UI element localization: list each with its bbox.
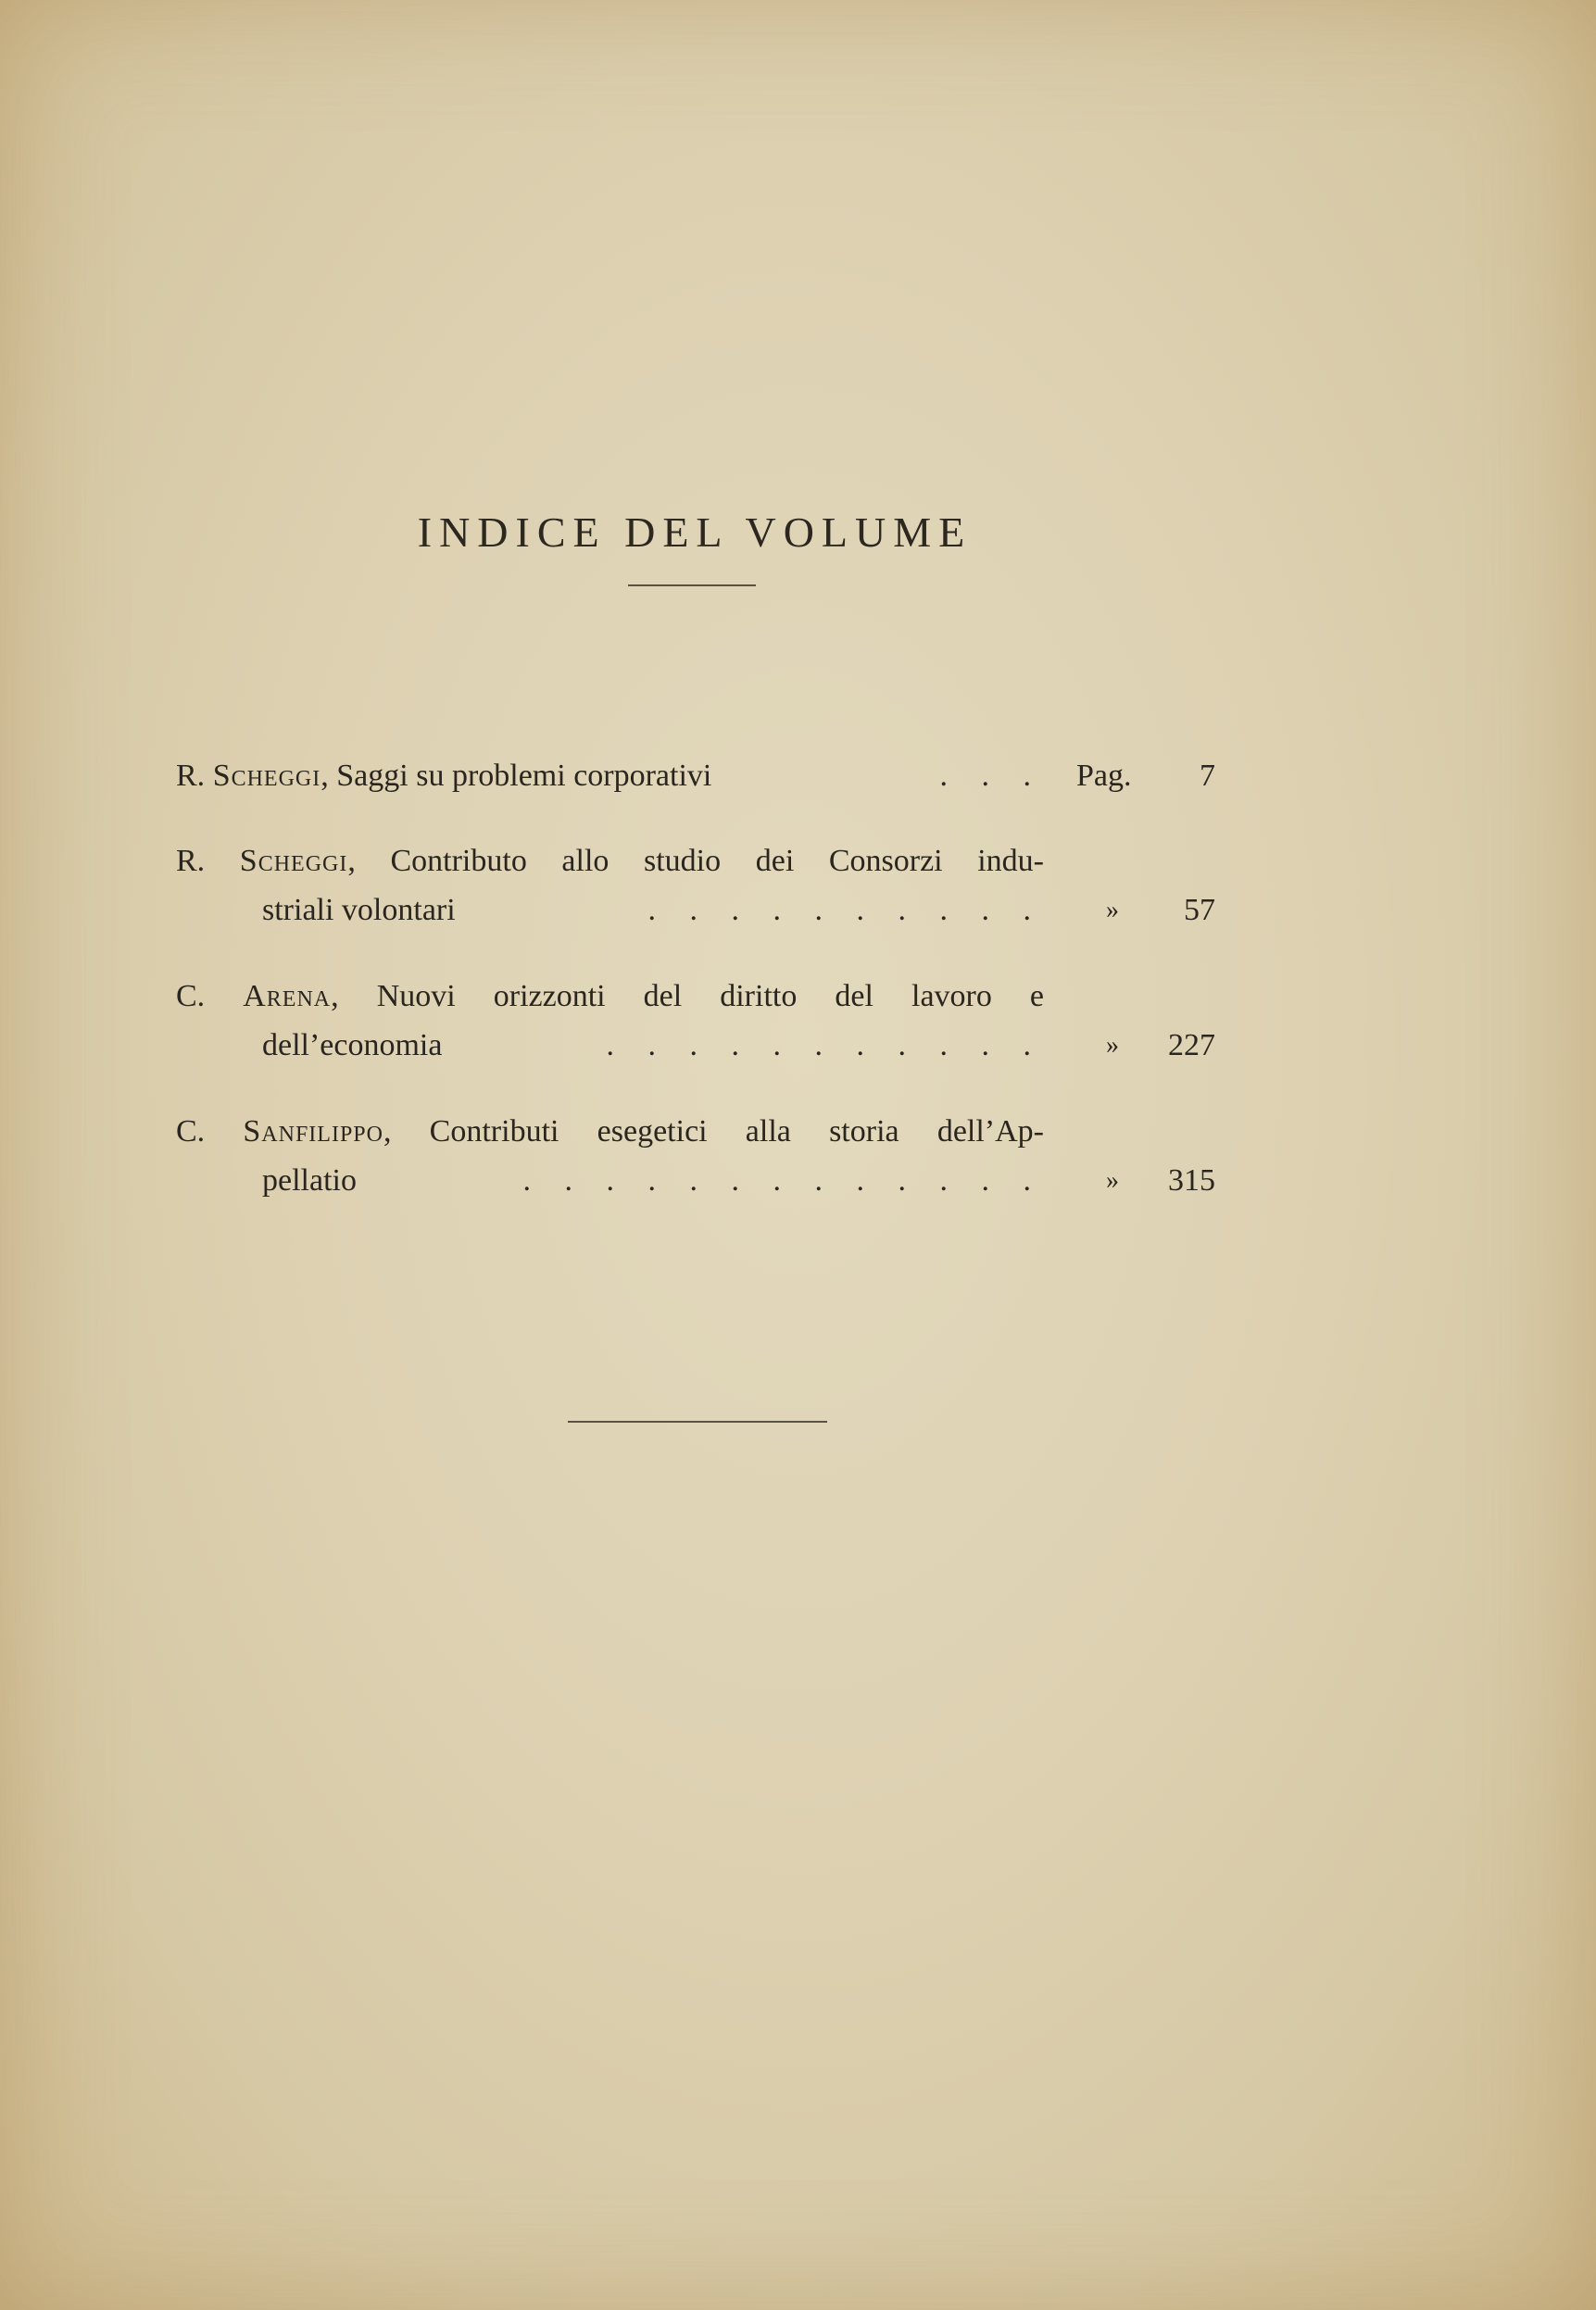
toc-entry-4-continuation <box>262 1158 1215 1204</box>
toc-entry-4-title-line <box>176 1109 1044 1155</box>
toc-entry-2-ditto-mark: » <box>1106 896 1119 924</box>
title-rule <box>628 584 756 586</box>
toc-entry-3-title-cont: dell’economia <box>262 1028 443 1062</box>
toc-entry-4-title-cont: pellatio <box>262 1163 357 1198</box>
toc-entry-1-author: Scheggi <box>212 759 321 793</box>
toc-entry-3-title-line <box>176 973 1044 1020</box>
toc-entry-1-title-line <box>176 753 711 799</box>
closing-rule <box>568 1421 827 1423</box>
toc-entry-4-page-ref <box>1076 1158 1215 1204</box>
toc-entry-3-page-number: 227 <box>1168 1028 1215 1062</box>
toc-entry-2-page-ref <box>1076 887 1215 934</box>
toc-entry-2-leader: . . . . . . . . . . <box>647 893 1044 927</box>
toc-entry-1 <box>176 753 1215 799</box>
toc-entry-2 <box>176 838 1215 885</box>
toc-entry-2-continuation <box>262 887 1215 934</box>
toc-entry-4-title: , Contributi esegetici alla storia dell’Ap- <box>383 1114 1044 1149</box>
toc-entry-1-initial: R. <box>176 759 206 793</box>
toc-entry-4-author: Sanfilippo <box>243 1114 383 1149</box>
toc-entry-4-leader: . . . . . . . . . . . . . <box>522 1163 1044 1198</box>
toc-entry-3-title: , Nuovi orizzonti del diritto del lavoro e <box>331 979 1044 1013</box>
toc-entry-2-title: , Contributo allo studio dei Consorzi indu- <box>347 844 1044 878</box>
toc-entry-3-initial: C. <box>176 979 206 1013</box>
toc-entry-3 <box>176 973 1215 1020</box>
toc-entry-2-initial: R. <box>176 844 206 878</box>
toc-entry-2-author: Scheggi <box>239 844 348 878</box>
toc-entry-3-author: Arena <box>243 979 332 1013</box>
toc-entry-1-leader: . . . <box>939 759 1044 793</box>
toc-entry-4 <box>176 1109 1215 1155</box>
toc-entry-4-initial: C. <box>176 1114 206 1149</box>
toc-entry-3-page-ref <box>1076 1023 1215 1069</box>
toc-entry-2-title-line <box>176 838 1044 885</box>
page-title: INDICE DEL VOLUME <box>417 508 973 556</box>
toc-entry-1-page-number: 7 <box>1200 759 1215 793</box>
toc-entry-3-continuation <box>262 1023 1215 1069</box>
toc-entry-1-title: , Saggi su problemi corporativi <box>320 759 712 793</box>
toc-entry-1-page-ref <box>1076 753 1215 799</box>
toc-entry-1-page-prefix: Pag. <box>1076 759 1132 793</box>
toc-entry-4-ditto-mark: » <box>1106 1166 1119 1195</box>
toc-entry-3-ditto-mark: » <box>1106 1031 1119 1060</box>
toc-entry-2-page-number: 57 <box>1184 893 1215 927</box>
toc-entry-3-leader: . . . . . . . . . . . <box>606 1028 1044 1062</box>
toc-entry-4-page-number: 315 <box>1168 1163 1215 1198</box>
toc-entry-2-title-cont: striali volontari <box>262 893 456 927</box>
